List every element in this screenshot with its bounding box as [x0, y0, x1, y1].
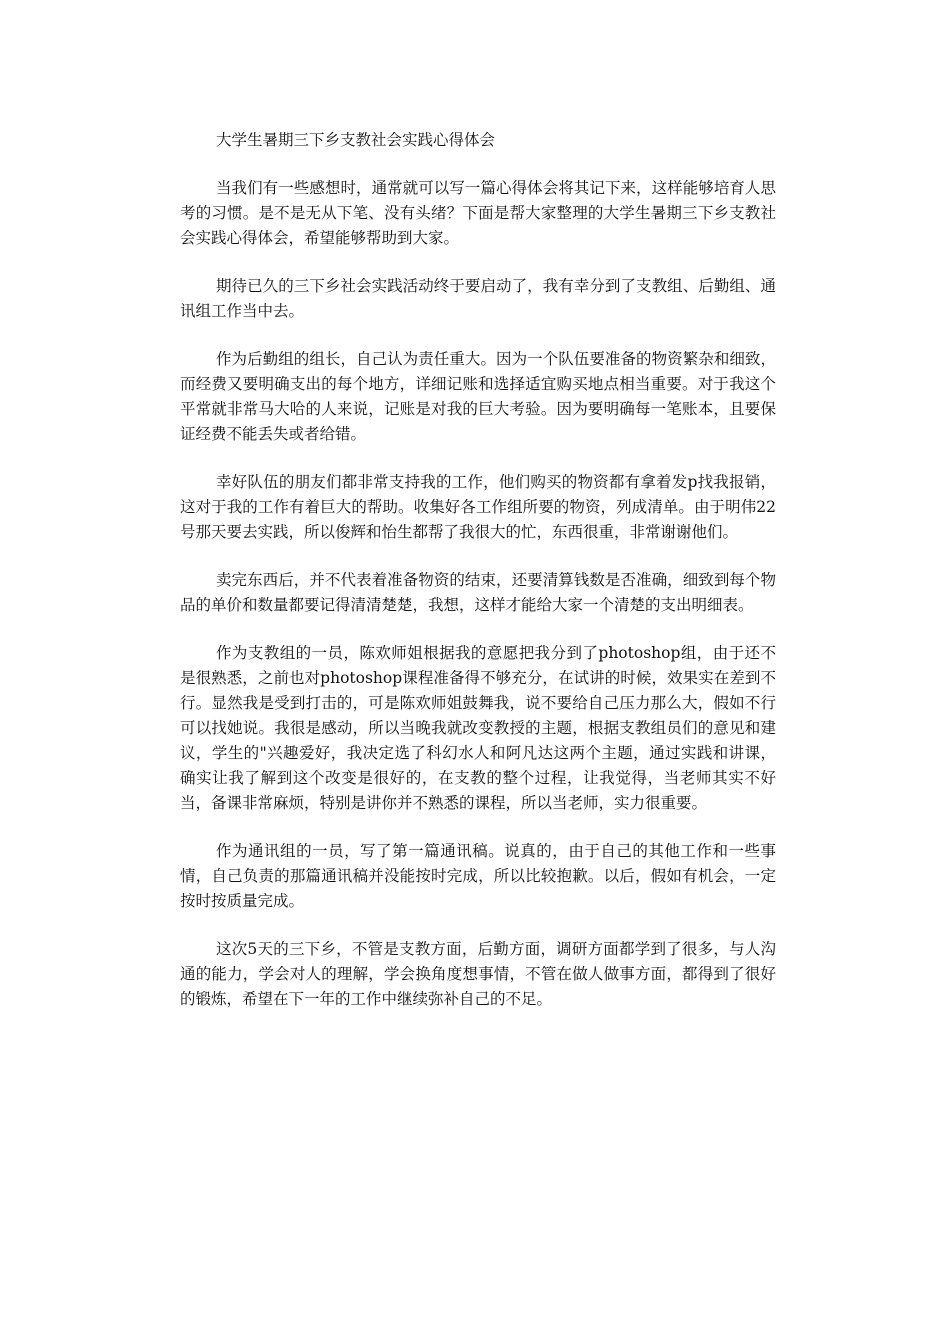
document-body — [180, 128, 776, 1035]
paragraph-intro: 当我们有一些感想时，通常就可以写一篇心得体会将其记下来，这样能够培育人思考的习惯。是不是无从下笔、没有头绪？下面是帮大家整理的大学生暑期三下乡支教社会实践心得体会，希望能够帮助到大家。 — [180, 179, 776, 247]
document-title: 大学生暑期三下乡支教社会实践心得体会 — [216, 131, 496, 149]
paragraph-conclusion: 这次5天的三下乡，不管是支教方面，后勤方面，调研方面都学到了很多，与人沟通的能力，学会对人的理解，学会换角度想事情，不管在做人做事方面，都得到了很好的锻炼，希望在下一年的工作中继续弥补自己的不足。 — [180, 940, 776, 1008]
paragraph-teaching: 作为支教组的一员，陈欢师姐根据我的意愿把我分到了photoshop组，由于还不是很熟悉，之前也对photoshop课程准备得不够充分，在试讲的时候，效果实在差到不行。显然我是受到打击的，可是陈欢师姐鼓舞我，说不要给自己压力那么大，假如不行可以找她说。我很是感动，所以当晚我就改变教授的主题，根据支教组员们的意见和建议，学生的"兴趣爱好，我决定选了科幻水人和阿凡达这两个主题，通过实践和讲课，确实让我了解到这个改变是很好的，在支教的整个过程，让我觉得，当老师其实不好当，备课非常麻烦，特别是讲你并不熟悉的课程，所以当老师，实力很重要。 — [180, 644, 776, 812]
paragraph-accounting: 卖完东西后，并不代表着准备物资的结束，还要清算钱数是否准确，细致到每个物品的单价和数量都要记得清清楚楚，我想，这样才能给大家一个清楚的支出明细表。 — [180, 571, 776, 614]
paragraph-logistics-leader: 作为后勤组的组长，自己认为责任重大。因为一个队伍要准备的物资繁杂和细致，而经费又要明确支出的每个地方，详细记账和选择适宜购买地点相当重要。对于我这个平常就非常马大哈的人来说，记账是对我的巨大考验。因为要明确每一笔账本，且要保证经费不能丢失或者给错。 — [180, 350, 776, 443]
paragraph-team-support: 幸好队伍的朋友们都非常支持我的工作，他们购买的物资都有拿着发p找我报销，这对于我的工作有着巨大的帮助。收集好各工作组所要的物资，列成清单。由于明伟22号那天要去实践，所以俊辉和怡生都帮了我很大的忙，东西很重，非常谢谢他们。 — [180, 473, 776, 541]
paragraph-communication: 作为通讯组的一员，写了第一篇通讯稿。说真的，由于自己的其他工作和一些事情，自己负责的那篇通讯稿并没能按时完成，所以比较抱歉。以后，假如有机会，一定按时按质量完成。 — [180, 842, 776, 910]
paragraph-start: 期待已久的三下乡社会实践活动终于要启动了，我有幸分到了支教组、后勤组、通讯组工作当中去。 — [180, 277, 776, 320]
